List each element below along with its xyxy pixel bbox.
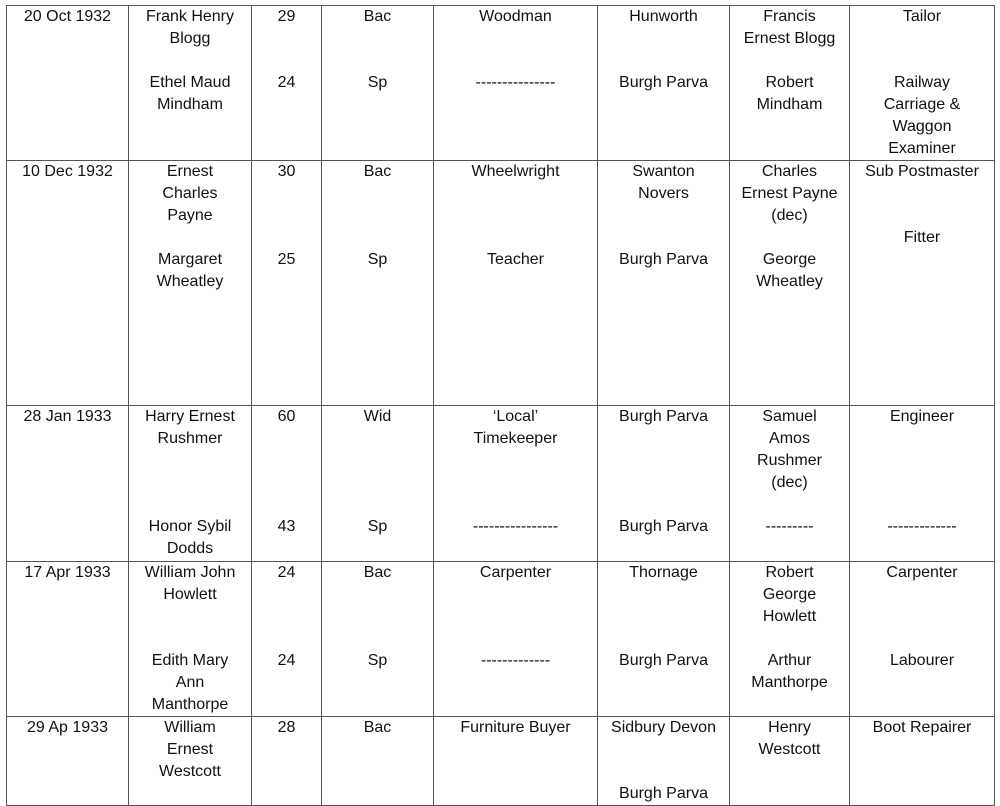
father-cell: Henry Westcott — [730, 717, 850, 806]
father-cell: Charles Ernest Payne (dec) George Wheatley — [730, 161, 850, 406]
residence-cell: Swanton Novers Burgh Parva — [598, 161, 730, 406]
father-occupation-cell: Sub Postmaster Fitter — [850, 161, 995, 406]
father-cell: Robert George Howlett Arthur Manthorpe — [730, 562, 850, 717]
date-cell: 29 Ap 1933 — [7, 717, 129, 806]
residence-cell: Thornage Burgh Parva — [598, 562, 730, 717]
occupation-cell: Woodman --------------- — [434, 6, 598, 161]
age-cell: 28 — [252, 717, 322, 806]
condition-cell: Wid Sp — [322, 406, 434, 562]
age-cell: 30 25 — [252, 161, 322, 406]
occupation-cell: Wheelwright Teacher — [434, 161, 598, 406]
father-occupation-cell: Carpenter Labourer — [850, 562, 995, 717]
table-row — [7, 161, 995, 406]
name-cell: William Ernest Westcott — [129, 717, 252, 806]
age-cell: 60 43 — [252, 406, 322, 562]
name-cell: William John Howlett Edith Mary Ann Manthorpe — [129, 562, 252, 717]
condition-cell: Bac — [322, 717, 434, 806]
table-row — [7, 6, 995, 161]
date-cell: 20 Oct 1932 — [7, 6, 129, 161]
name-cell: Ernest Charles Payne Margaret Wheatley — [129, 161, 252, 406]
table-row — [7, 562, 995, 717]
occupation-cell: Furniture Buyer — [434, 717, 598, 806]
condition-cell: Bac Sp — [322, 562, 434, 717]
occupation-cell: ‘Local’ Timekeeper ---------------- — [434, 406, 598, 562]
occupation-cell: Carpenter ------------- — [434, 562, 598, 717]
date-cell: 17 Apr 1933 — [7, 562, 129, 717]
date-cell: 28 Jan 1933 — [7, 406, 129, 562]
condition-cell: Bac Sp — [322, 161, 434, 406]
father-cell: Samuel Amos Rushmer (dec) --------- — [730, 406, 850, 562]
father-cell: Francis Ernest Blogg Robert Mindham — [730, 6, 850, 161]
father-occupation-cell: Tailor Railway Carriage & Waggon Examiner — [850, 6, 995, 161]
residence-cell: Hunworth Burgh Parva — [598, 6, 730, 161]
residence-cell: Burgh Parva Burgh Parva — [598, 406, 730, 562]
marriage-register-table — [6, 5, 995, 806]
name-cell: Frank Henry Blogg Ethel Maud Mindham — [129, 6, 252, 161]
age-cell: 24 24 — [252, 562, 322, 717]
name-cell: Harry Ernest Rushmer Honor Sybil Dodds — [129, 406, 252, 562]
table-row — [7, 717, 995, 806]
residence-cell: Sidbury Devon Burgh Parva — [598, 717, 730, 806]
date-cell: 10 Dec 1932 — [7, 161, 129, 406]
table-row — [7, 406, 995, 562]
father-occupation-cell: Boot Repairer — [850, 717, 995, 806]
age-cell: 29 24 — [252, 6, 322, 161]
condition-cell: Bac Sp — [322, 6, 434, 161]
father-occupation-cell: Engineer ------------- — [850, 406, 995, 562]
